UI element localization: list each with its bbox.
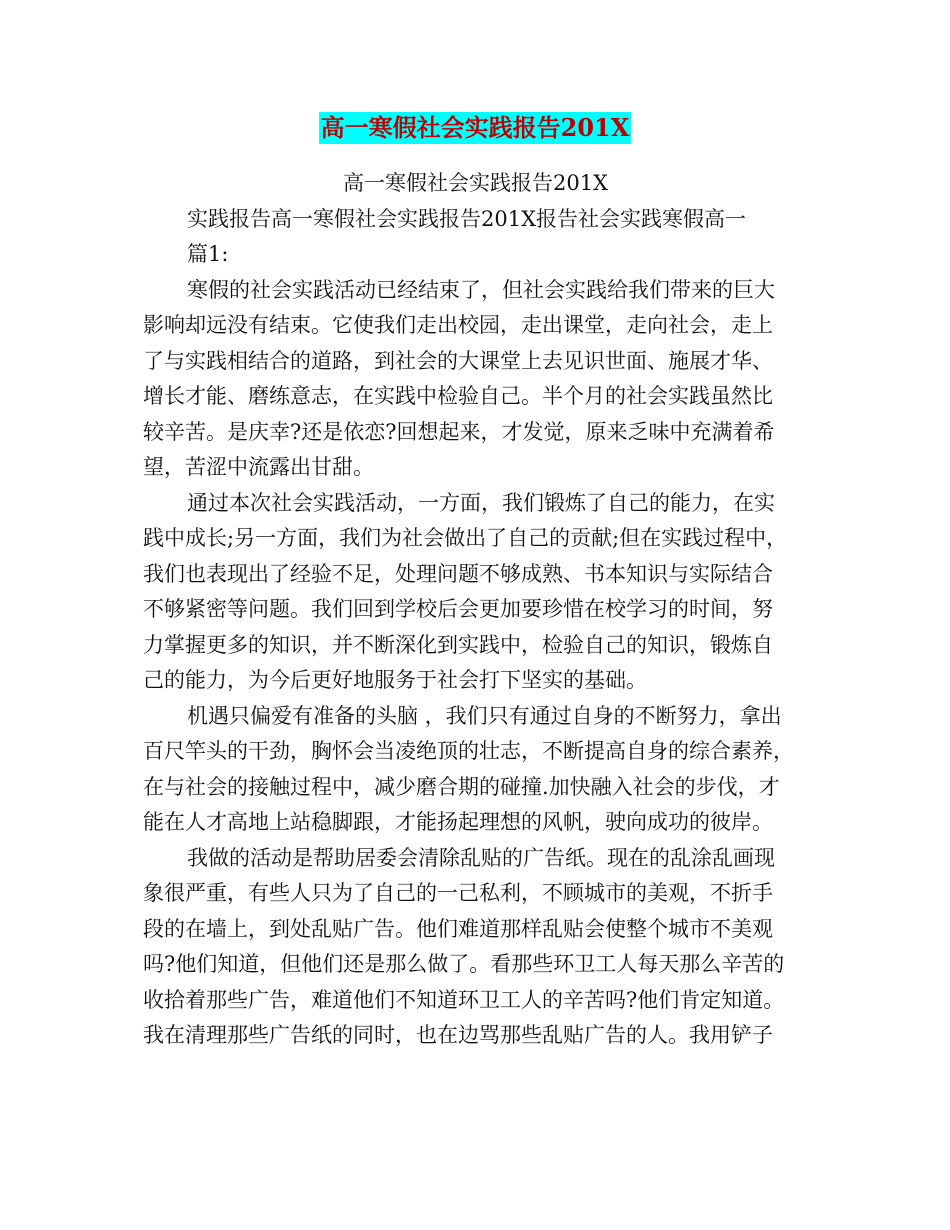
paragraph-4 bbox=[143, 841, 808, 1054]
keywords-line: 实践报告高一寒假社会实践报告201X报告社会实践寒假高一 bbox=[187, 206, 747, 231]
paragraph-line: 寒假的社会实践活动已经结束了，但社会实践给我们带来的巨大 bbox=[187, 277, 775, 302]
paragraph-line: 通过本次社会实践活动，一方面，我们锻炼了自己的能力，在实 bbox=[187, 490, 775, 515]
paragraph-line: 象很严重，有些人只为了自己的一己私利，不顾城市的美观，不折手 bbox=[143, 881, 773, 905]
paragraph-line: 百尺竿头的干劲，胸怀会当凌绝顶的壮志，不断提高自身的综合素养， bbox=[143, 739, 794, 763]
paragraph-line: 我做的活动是帮助居委会清除乱贴的广告纸。现在的乱涂乱画现 bbox=[187, 845, 775, 870]
paragraph-line: 能在人才高地上站稳脚跟，才能扬起理想的风帆，驶向成功的彼岸。 bbox=[143, 810, 773, 834]
paragraph-line: 段的在墙上，到处乱贴广告。他们难道那样乱贴会使整个城市不美观 bbox=[143, 916, 773, 941]
paragraph-2 bbox=[143, 486, 808, 699]
paragraph-3 bbox=[143, 699, 808, 841]
paragraph-line: 影响却远没有结束。它使我们走出校园，走出课堂，走向社会，走上 bbox=[143, 313, 773, 337]
paragraph-line: 践中成长;另一方面，我们为社会做出了自己的贡献;但在实践过程中， bbox=[143, 526, 788, 550]
document-body bbox=[143, 166, 808, 1054]
title-container bbox=[0, 112, 950, 144]
paragraph-line: 力掌握更多的知识，并不断深化到实践中，检验自己的知识，锻炼自 bbox=[143, 632, 773, 657]
paragraph-line: 我们也表现出了经验不足，处理问题不够成熟、书本知识与实际结合 bbox=[143, 561, 773, 586]
paragraph-line: 在与社会的接触过程中，减少磨合期的碰撞.加快融入社会的步伐，才 bbox=[143, 774, 780, 799]
paragraph-line: 增长才能、磨练意志，在实践中检验自己。半个月的社会实践虽然比 bbox=[143, 384, 773, 408]
paragraph-line: 己的能力，为今后更好地服务于社会打下坚实的基础。 bbox=[143, 668, 647, 692]
section-heading: 篇1: bbox=[187, 242, 229, 266]
paragraph-line: 不够紧密等问题。我们回到学校后会更加要珍惜在校学习的时间，努 bbox=[143, 597, 773, 621]
paragraph-line: 望，苦涩中流露出甘甜。 bbox=[143, 455, 374, 479]
paragraph-1 bbox=[143, 273, 808, 486]
paragraph-line: 吗?他们知道，但他们还是那么做了。看那些环卫工人每天那么辛苦的 bbox=[143, 952, 785, 976]
document-subtitle: 高一寒假社会实践报告201X bbox=[342, 171, 609, 195]
paragraph-line: 机遇只偏爱有准备的头脑 ，我们只有通过自身的不断努力，拿出 bbox=[187, 703, 782, 728]
document-title: 高一寒假社会实践报告201X bbox=[320, 113, 630, 142]
paragraph-line: 收拾着那些广告，难道他们不知道环卫工人的辛苦吗?他们肯定知道。 bbox=[143, 987, 785, 1012]
paragraph-line: 较辛苦。是庆幸?还是依恋?回想起来，才发觉，原来乏味中充满着希 bbox=[143, 419, 775, 444]
paragraph-line: 我在清理那些广告纸的同时，也在边骂那些乱贴广告的人。我用铲子 bbox=[143, 1023, 773, 1047]
paragraph-line: 了与实践相结合的道路，到社会的大课堂上去见识世面、施展才华、 bbox=[143, 348, 773, 373]
